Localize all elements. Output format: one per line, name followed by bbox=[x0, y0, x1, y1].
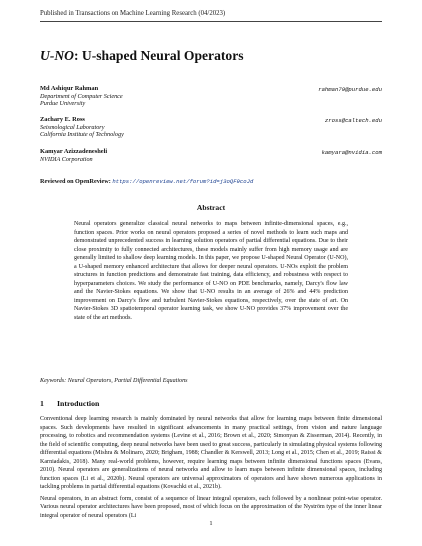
running-header: Published in Transactions on Machine Learning Research (04/2023) bbox=[40, 10, 226, 17]
section-title: Introduction bbox=[57, 399, 100, 408]
author-affiliation-line: Seismological Laboratory bbox=[40, 123, 105, 131]
author-block bbox=[40, 116, 124, 139]
section-heading bbox=[40, 399, 99, 408]
review-label: Reviewed on OpenReview: bbox=[40, 178, 111, 185]
title-rest: : U-shaped Neural Operators bbox=[73, 48, 244, 63]
author-email[interactable]: kamyara@nvidia.com bbox=[321, 149, 382, 156]
abstract-text: Neural operators generalize classical neural networks to maps between infinite-dimensional spaces, e.g., function spaces. Prior works on neural operators proposed a series of novel methods to learn such maps and demonstrated unprecedented success in learning solution operators of partial differential equations. Due to their close proximity to fully connected architectures, these models mainly suffer from high memory usage and are generally limited to shallow deep learning models. In this paper, we propose U-shaped Neural Operator (U-NO), a U-shaped memory enhanced architecture that allows for deeper neural operators. U-NOs exploit the problem structures in function predictions and demonstrate fast training, data efficiency, and robustness with respect to hyperparameters choices. We study the performance of U-NO on PDE benchmarks, namely, Darcy's flow law and the Navier-Stokes equations. We show that U-NO results in an average of 26% and 44% prediction improvement on Darcy's flow and turbulent Navier-Stokes equations, respectively, over the state of art. On Navier-Stokes 3D spatiotemporal operator learning task, we show U-NO provides 37% improvement over the state of the art methods. bbox=[74, 221, 348, 322]
author-affiliation-line: NVIDIA Corporation bbox=[40, 155, 93, 163]
author-affiliation-line: Purdue University bbox=[40, 100, 86, 108]
abstract-body bbox=[74, 220, 348, 323]
intro-paragraph: Conventional deep learning research is mainly dominated by neural networks that allow for learning maps between finite dimensional spaces. Such developments have resulted in significant advancements in many practical settings, from vision and nature language processing, to robotics and recommendation systems (Levine et al., 2016; Brown et al., 2020; Simonyan & Zisserman, 2014). Recently, in the field of scientific computing, deep neural networks have been used to great success, particularly in simulating physical systems following differential equations (Mishra & Molinaro, 2020; Brigham, 1988; Chandler & Kerswell, 2013; Long et al., 2015; Chen et al., 2019; Raissi & Karniadakis, 2018). Many real-world problems, however, require learning maps between infinite dimensional functions spaces (Evans, 2010). Neural operators are generalizations of neural networks and allow to learn maps between infinite dimensional spaces, including function spaces (Li et al., 2020b). Neural operators are universal approximators of operators and have shown numerous applications in tackling problems in partial differential equations (Kovachki et al., 2021b). bbox=[40, 416, 382, 490]
introduction-body bbox=[40, 415, 382, 524]
paper-title bbox=[40, 48, 244, 64]
section-number: 1 bbox=[40, 399, 44, 408]
author-name: Md Ashiqur Rahman bbox=[40, 85, 99, 92]
intro-paragraph: Neural operators, in an abstract form, consist of a sequence of linear integral operators, each followed by a nonlinear point-wise operator. Various neural operator architectures have been proposed, most of which focus on the approximation of the Nyström type of the inner linear integral operator of neural operators (Li bbox=[40, 495, 382, 519]
author-email[interactable]: rahman79@purdue.edu bbox=[318, 86, 382, 93]
keywords-line: Keywords: Neural Operators, Partial Differential Equations bbox=[40, 378, 188, 384]
abstract-heading: Abstract bbox=[196, 203, 226, 212]
author-email[interactable]: zross@caltech.edu bbox=[324, 117, 382, 124]
page-number: 1 bbox=[209, 520, 213, 527]
author-name: Kamyar Azizzadenesheli bbox=[40, 148, 108, 155]
author-block bbox=[40, 148, 107, 163]
author-name: Zachary E. Ross bbox=[40, 116, 85, 123]
title-italic-part: U-NO bbox=[40, 48, 74, 63]
review-line bbox=[40, 178, 253, 185]
header-rule bbox=[40, 21, 382, 22]
author-affiliation-line: Department of Computer Science bbox=[40, 92, 123, 100]
openreview-link[interactable]: https://openreview.net/forum?id=j3oQF9coJd bbox=[112, 178, 254, 185]
author-affiliation-line: California Institute of Technology bbox=[40, 131, 124, 139]
author-block bbox=[40, 85, 123, 108]
